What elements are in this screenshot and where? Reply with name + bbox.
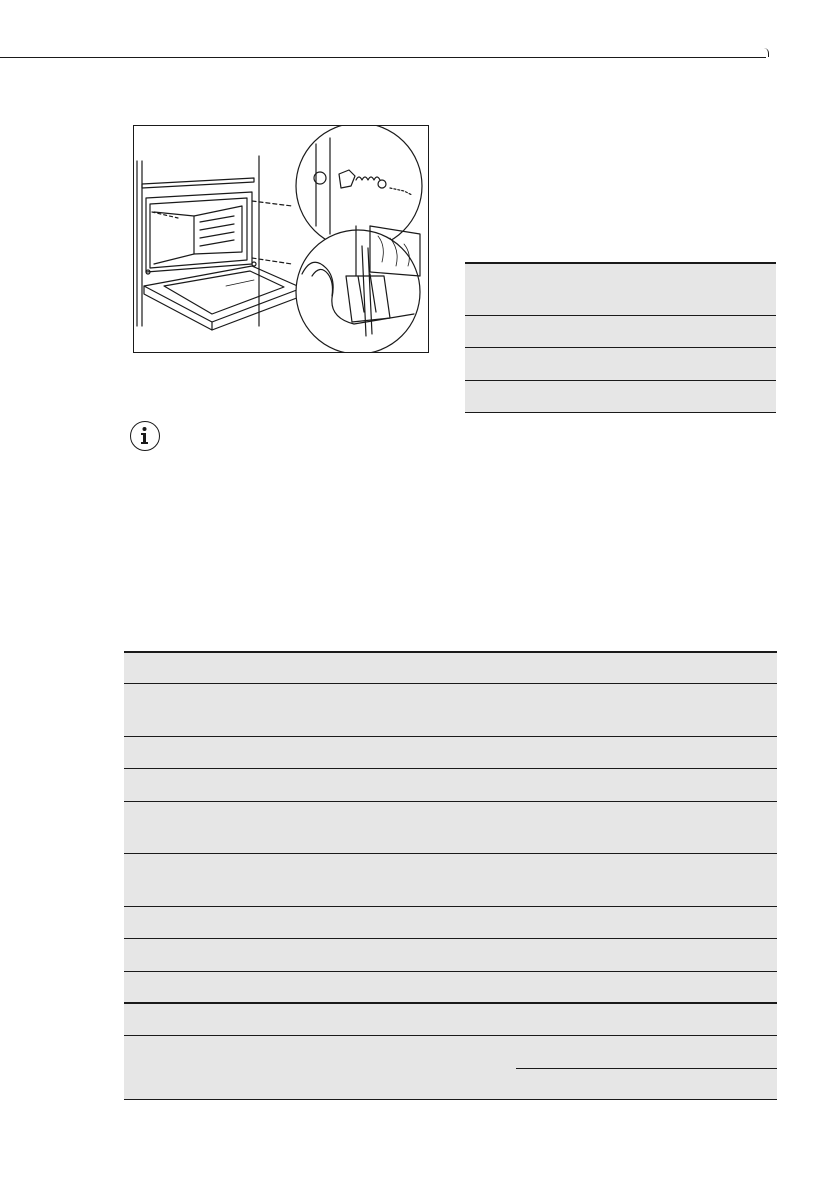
table-row xyxy=(465,381,776,413)
table-row xyxy=(124,939,777,972)
big-table xyxy=(124,651,777,1100)
small-table xyxy=(465,262,776,413)
table-sub-rule xyxy=(516,1068,777,1069)
table-row xyxy=(124,972,777,1004)
table-row xyxy=(124,1004,777,1036)
table-row xyxy=(124,854,777,907)
table-row xyxy=(465,348,776,381)
table-row xyxy=(124,1036,777,1100)
table-header-row xyxy=(465,262,776,316)
header-rule-corner xyxy=(763,48,769,57)
table-row xyxy=(124,737,777,769)
oven-door-hinge-illustration xyxy=(134,126,428,352)
header-rule xyxy=(0,57,766,58)
oven-door-illustration xyxy=(133,125,429,353)
table-row xyxy=(124,684,777,737)
table-row xyxy=(465,316,776,348)
info-icon xyxy=(130,421,160,451)
table-row xyxy=(124,907,777,939)
table-row xyxy=(124,769,777,802)
table-header-row xyxy=(124,651,777,684)
table-row xyxy=(124,802,777,854)
